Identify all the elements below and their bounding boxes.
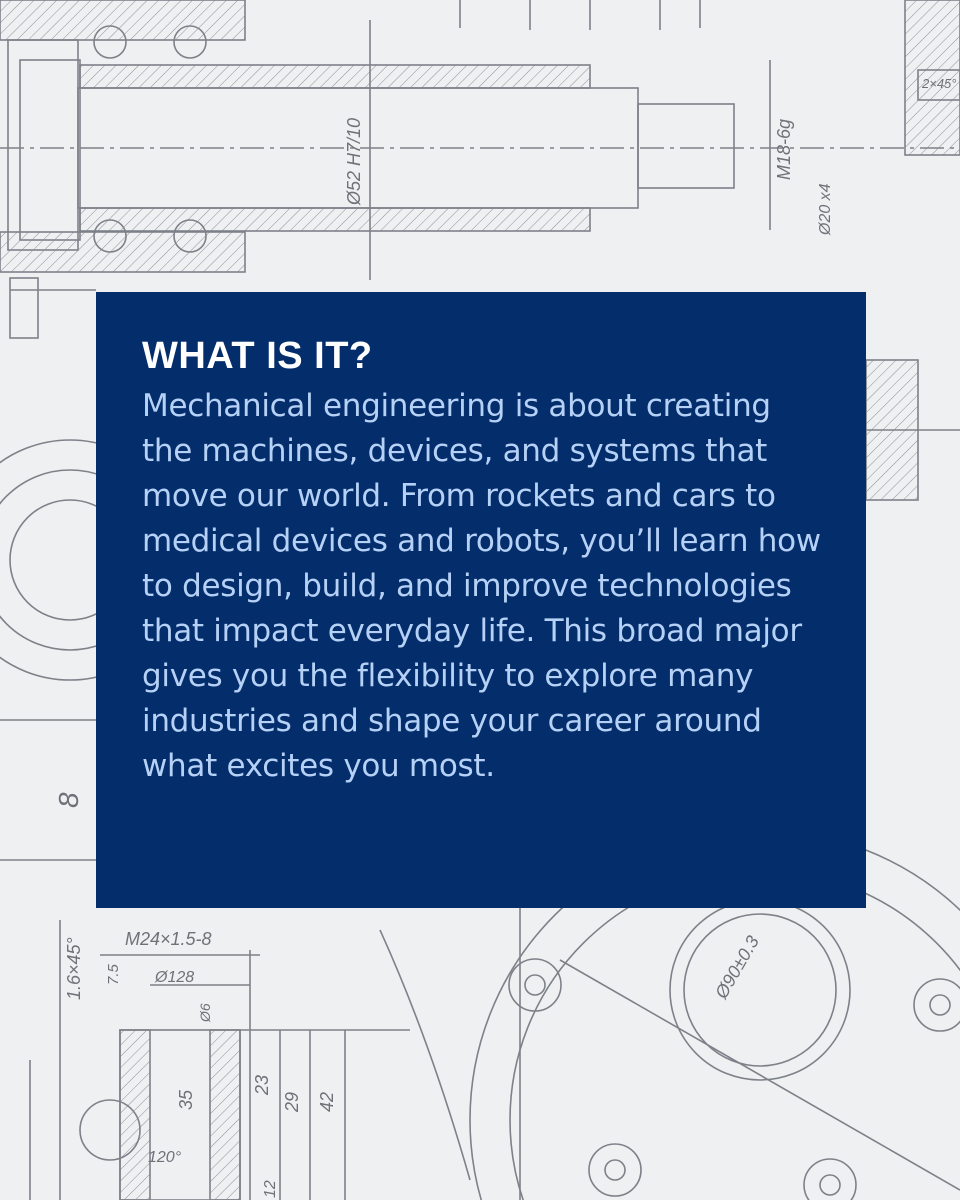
svg-text:Ø6: Ø6 [197, 1003, 213, 1022]
svg-text:29: 29 [282, 1091, 302, 1112]
svg-text:M18-6g: M18-6g [774, 118, 794, 180]
card-description: Mechanical engineering is about creating the machines, devices, and systems that move our world. From rockets and cars to medical devices and robots, you’ll learn how to design, build, and improve technologies that impact everyday life. This broad major gives you the flexibility to explore many industries and shape your career around what excites you most. [142, 388, 821, 784]
svg-text:Ø90±0.3: Ø90±0.3 [711, 932, 763, 1002]
svg-text:M24×1.5-8: M24×1.5-8 [125, 929, 212, 949]
svg-text:42: 42 [317, 1091, 337, 1112]
svg-text:Ø128: Ø128 [155, 969, 195, 986]
card-heading: WHAT IS IT? [142, 335, 373, 377]
svg-text:120°: 120° [148, 1149, 182, 1166]
svg-text:8: 8 [53, 792, 84, 808]
svg-text:7.5: 7.5 [105, 964, 122, 985]
svg-text:23: 23 [252, 1074, 272, 1095]
info-card [96, 292, 866, 908]
svg-text:Ø52 H7/10: Ø52 H7/10 [344, 117, 364, 205]
svg-text:Ø20 x4: Ø20 x4 [817, 183, 834, 235]
svg-text:12: 12 [262, 1180, 279, 1198]
svg-text:35: 35 [176, 1089, 196, 1110]
svg-text:1.6×45°: 1.6×45° [64, 937, 84, 1000]
svg-text:2×45°: 2×45° [922, 76, 957, 91]
